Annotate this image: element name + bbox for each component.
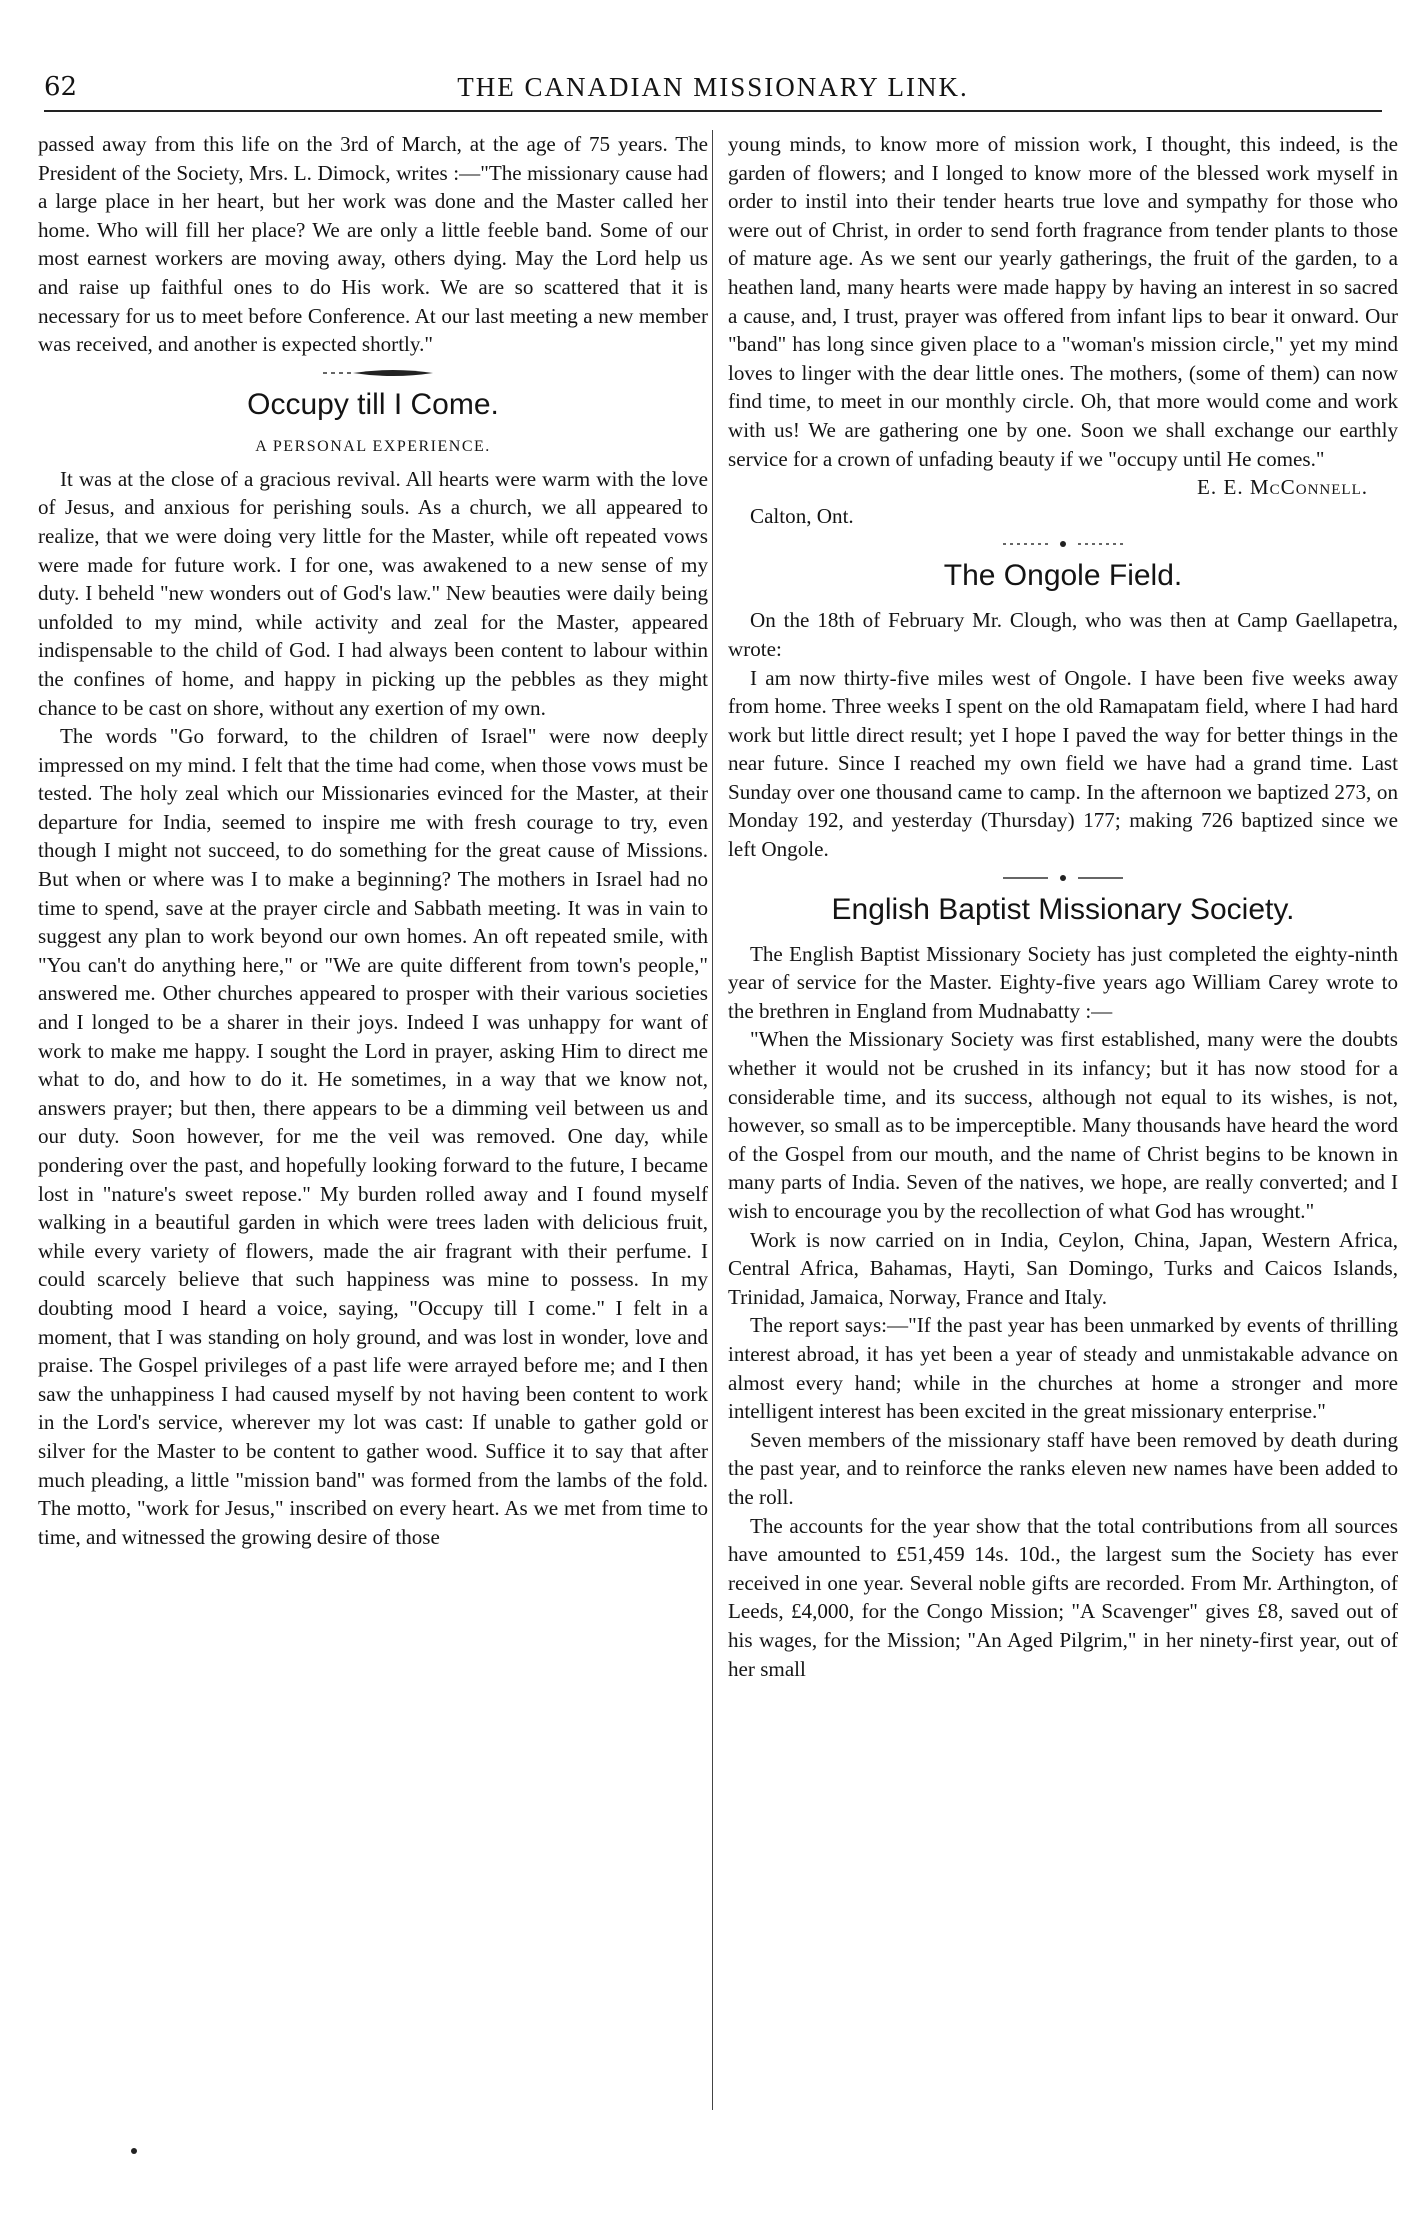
article-paragraph: On the 18th of February Mr. Clough, who was then at Camp Gaellapetra, wrote: (728, 608, 1398, 661)
article-paragraph: The accounts for the year show that the total contributions from all sources have amounted to £51,459 14s. 10d., the largest sum the Society has ever received in one year. Several noble gifts are recorded. From Mr. Arthington, of Leeds, £4,000, for the Congo Mission; "A Scavenger" gives £8, saved out of his wages, for the Mission; "An Aged Pilgrim," in her ninety-first year, out of her small (728, 1513, 1398, 1681)
article-paragraph: The report says:—"If the past year has been unmarked by events of thrilling interest abroad, it has yet been a year of steady and unmistakable advance on almost every hand; while in the churches at home a stronger and more intelligent interest has been excited in the great missionary enterprise." (728, 1313, 1398, 1424)
article-paragraph: The English Baptist Missionary Society has just completed the eighty-ninth year of service for the Master. Eighty-five years ago William Carey wrote to the brethren in England from Mudnabatty :— (728, 941, 1398, 1023)
section-divider-ornament (973, 536, 1153, 552)
right-column (728, 130, 1398, 1683)
article-paragraph: Seven members of the missionary staff have been removed by death during the past year, and to reinforce the ranks eleven new names have been added to the roll. (728, 1427, 1398, 1509)
article-title-baptist: English Baptist Missionary Society. (831, 892, 1295, 926)
article-subtitle: A PERSONAL EXPERIENCE. (255, 437, 491, 455)
continuation-paragraph: young minds, to know more of mission work, I thought, this indeed, is the garden of flowers; and I longed to know more of the blessed work myself in order to instil into their tender hearts true love and sympathy for those who were out of Christ, in order to send forth fragrance from tender plants to those of mature age. As we sent our yearly gatherings, the fruit of the garden, to a heathen land, many hearts were made happy by having an interest in so sacred a cause, and, I trust, prayer was offered from infant lips to bear it onward. Our "band" has long since given place to a "woman's mission circle," yet my mind loves to linger with the dear little ones. The mothers, (some of them) can now find time, to meet in our monthly circle. Oh, that more would come and work with us! We are gathering one by one. Soon we shall exchange our earthly service for a crown of unfading beauty if we "occupy until He comes." (728, 132, 1398, 471)
running-title: THE CANADIAN MISSIONARY LINK. (457, 72, 969, 102)
article-title-ongole: The Ongole Field. (943, 559, 1183, 593)
left-column (38, 130, 708, 1551)
article-paragraph: The words "Go forward, to the children of Israel" were now deeply impressed on my mind. I felt that the time had come, when those vows must be tested. The holy zeal which our Missionaries evinced for the Master, at their departure for India, seemed to inspire me with fresh courage to try, even though I might not succeed, to do something for the great cause of Missions. But when or where was I to make a beginning? The mothers in Israel had no time to spend, save at the prayer circle and Sabbath meeting. It was in vain to suggest any plan to work beyond our own homes. An oft repeated smile, with "You can't do anything here," or "We are quite different from town's people," answered me. Other churches appeared to prosper with their various societies and I longed to be a sharer in their joys. Indeed I was unhappy for want of work to make me happy. I sought the Lord in prayer, asking Him to direct me what to do, and how to do it. He sometimes, in a way that we know not, answers prayer; but then, there appears to be a dimming veil between us and our duty. Soon however, for me the veil was removed. One day, while pondering over the past, and hopefully looking forward to the future, I became lost in "nature's sweet repose." My burden rolled away and I found myself walking in a beautiful garden in which were trees laden with delicious fruit, while every variety of flowers, made the air fragrant with their perfume. I could scarcely believe that such happiness was mine to possess. In my doubting mood I heard a voice, saying, "Occupy till I come." I felt in a moment, that I was standing on holy ground, and was lost in wonder, love and praise. The Gospel privileges of a past life were arrayed before me; and I then saw the unhappiness I had caused myself by not having been content to work in the Lord's service, wherever my lot was cast: If unable to gather gold or silver for the Master to be content to gather wood. Suffice it to say that after much pleading, a little "mission band" was formed from the lambs of the fold. The motto, "work for Jesus," inscribed on every heart. As we met from time to time, and witnessed the growing desire of those (38, 724, 708, 1549)
intro-paragraph: passed away from this life on the 3rd of March, at the age of 75 years. The President of the Society, Mrs. L. Dimock, writes :—"The missionary cause had a large place in her heart, but her work was done and the Master called her home. Who will fill her place? We are only a little feeble band. Some of our most earnest workers are moving away, others dying. May the Lord help us and raise up faithful ones to do His work. We are so scattered that it is necessary for us to meet before Conference. At our last meeting a new member was received, and another is expected shortly." (38, 132, 708, 357)
section-divider-ornament (283, 365, 463, 381)
column-divider (712, 130, 713, 2110)
page-header (44, 72, 1382, 112)
ink-speck (131, 2148, 137, 2154)
author-place: Calton, Ont. (750, 503, 854, 528)
article-title-occupy: Occupy till I Come. (247, 387, 499, 421)
page-number: 62 (44, 72, 78, 102)
article-paragraph: I am now thirty-five miles west of Ongole. I have been five weeks away from home. Three weeks I spent on the old Ramapatam field, where I had hard work but little direct result; yet I hope I paved the way for better things in the near future. Since I reached my own field we have had a grand time. Last Sunday over one thousand came to camp. In the afternoon we baptized 273, on Monday 192, and yesterday (Thursday) 177; making 726 baptized since we left Ongole. (728, 665, 1398, 862)
header-rule (44, 110, 1382, 112)
article-paragraph: "When the Missionary Society was first established, many were the doubts whether it would not be crushed in its infancy; but it has now stood for a considerable time, and its success, although not equal to its wishes, is not, however, so small as to be imperceptible. Many thousands have heard the word of the Gospel from our mouth, and the name of Christ begins to be known in many parts of India. Seven of the natives, we hope, are really converted; and I wish to encourage you by the recollection of what God has wrought." (728, 1027, 1398, 1223)
article-paragraph: It was at the close of a gracious revival. All hearts were warm with the love of Jesus, and anxious for perishing souls. As a church, we all appeared to realize, that we were doing very little for the Master, while oft repeated vows were made for future work. I for one, was awakened to a new sense of my duty. I beheld "new wonders out of God's law." New beauties were daily being unfolded to my mind, while activity and zeal for the Master, appeared indispensable to the child of God. I had always been content to labour within the confines of home, and happy in picking up the pebbles as they might chance to be cast on shore, without any exertion of my own. (38, 466, 708, 720)
section-divider-ornament (973, 870, 1153, 886)
author-signature: E. E. McConnell. (1197, 475, 1368, 500)
article-paragraph: Work is now carried on in India, Ceylon, China, Japan, Western Africa, Central Africa, Bahamas, Hayti, San Domingo, Turks and Caicos Islands, Trinidad, Jamaica, Norway, France and Italy. (728, 1227, 1398, 1309)
